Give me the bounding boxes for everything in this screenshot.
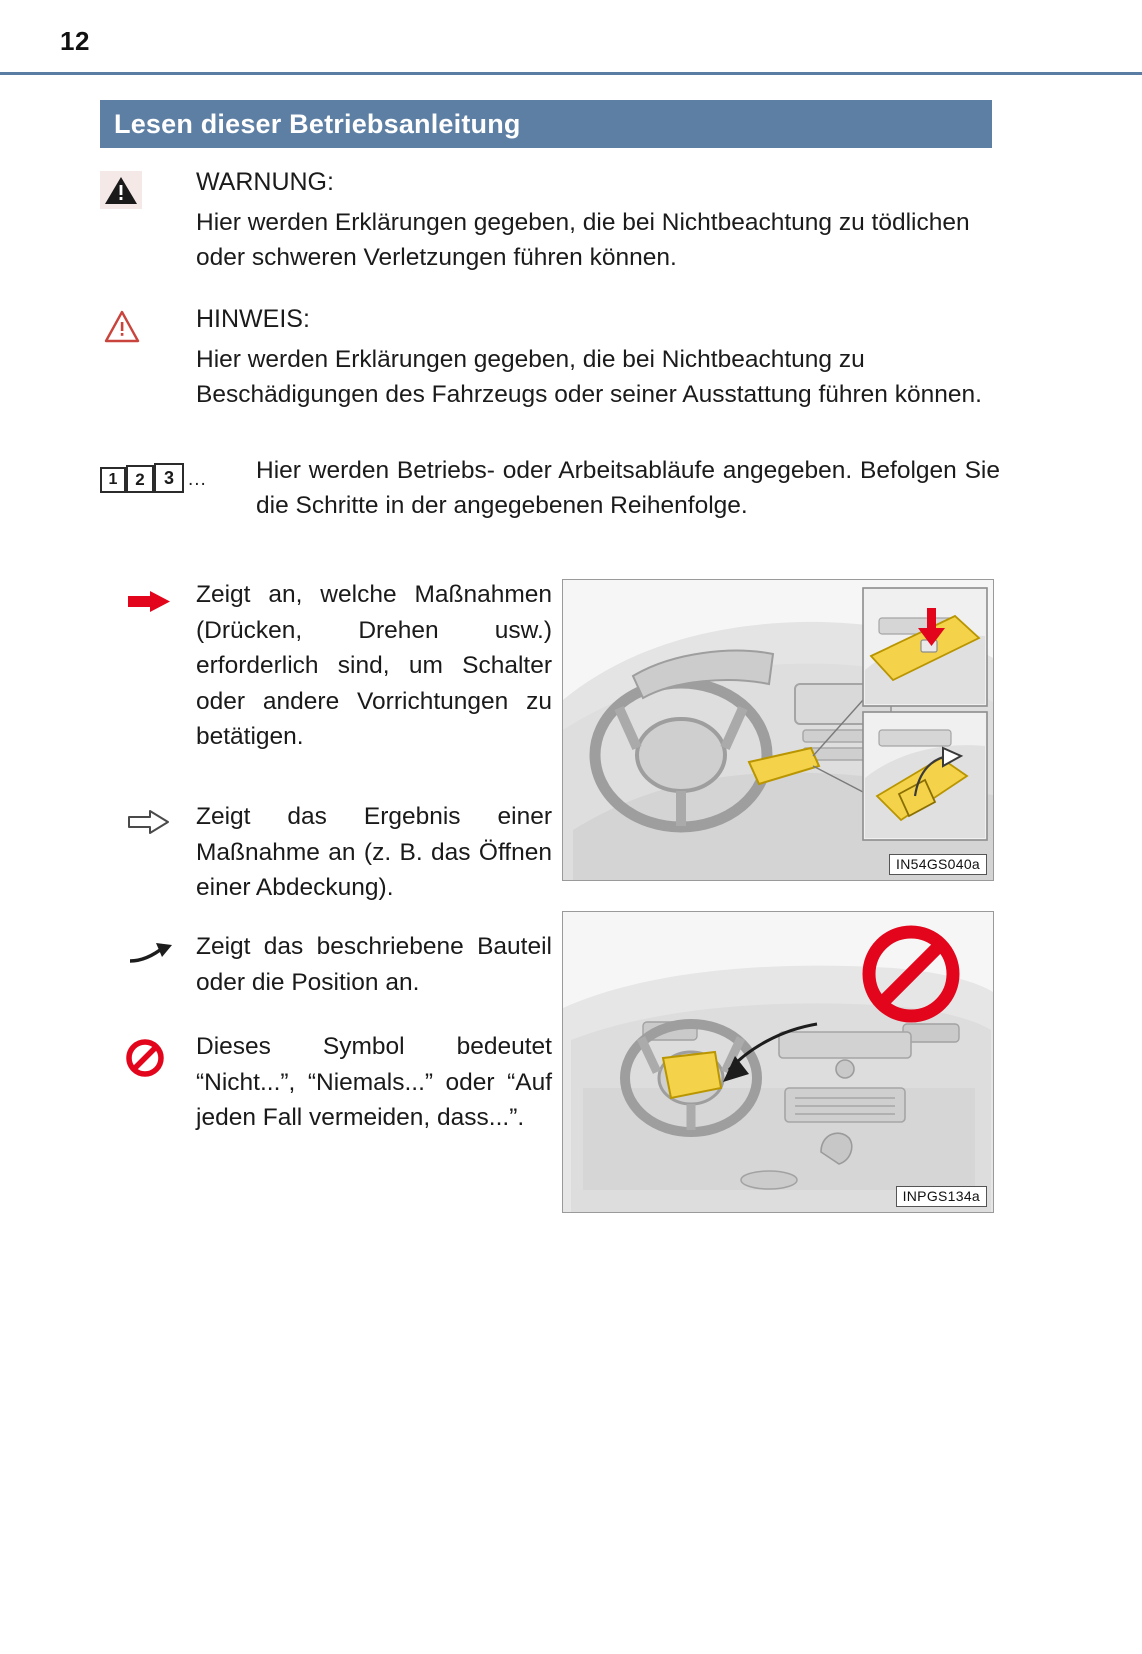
warning-text: Hier werden Erklärungen gegeben, die bei Nichtbeachtung zu tödlichen oder schweren Verletzungen führen können.: [196, 208, 970, 271]
warning-heading: WARNUNG:: [196, 168, 334, 196]
red-solid-arrow-icon: [128, 600, 170, 617]
content-area: [100, 165, 1000, 1257]
notice-text-cell: [196, 302, 1000, 412]
figures-region: [100, 577, 1000, 1257]
warning-block: [100, 165, 1000, 280]
step-box-2: 2: [126, 465, 154, 493]
figure-interior-console: [562, 579, 994, 881]
header-divider: [0, 72, 1142, 75]
black-curved-arrow-icon: [128, 954, 174, 971]
prohibition-icon-cell: [124, 1037, 190, 1084]
caution-triangle-outline-icon: [104, 310, 144, 348]
section-title-bar: [100, 100, 992, 148]
steps-ellipsis: ...: [188, 469, 207, 490]
step-box-3: 3: [154, 463, 184, 493]
figure-code-upper: IN54GS040a: [889, 854, 987, 875]
page-number: 12: [60, 26, 90, 56]
component-text: Zeigt das beschriebene Bauteil oder die Position an.: [196, 933, 552, 996]
warning-text-cell: [196, 165, 1000, 275]
numbered-steps-icon: [100, 463, 230, 493]
prohibition-circle-icon: [124, 1066, 166, 1083]
action-icon-cell: [128, 589, 194, 618]
steps-block: [100, 453, 1000, 543]
warning-triangle-filled-icon: [100, 171, 142, 209]
steps-text-cell: [256, 453, 1000, 524]
warning-icon-cell: [100, 171, 166, 214]
figure-code-lower: INPGS134a: [896, 1186, 987, 1207]
component-block: [100, 929, 552, 1000]
prohibition-text: Dieses Symbol bedeutet “Nicht...”, “Niemals...” oder “Auf jeden Fall vermeiden, dass...”.: [196, 1033, 552, 1132]
page-title: Lesen dieser Betriebsanleitung: [114, 108, 521, 139]
steps-text: Hier werden Betriebs- oder Arbeitsabläufe angegeben. Befolgen Sie die Schritte in der angegebenen Reihenfolge.: [256, 457, 1000, 520]
action-block: [100, 577, 552, 755]
result-text: Zeigt das Ergebnis einer Maßnahme an (z. B. das Öffnen einer Abdeckung).: [196, 803, 552, 902]
result-block: [100, 799, 552, 906]
steps-icon-cell: [100, 463, 230, 493]
component-icon-cell: [128, 941, 194, 972]
step-box-1: 1: [100, 467, 126, 493]
action-text: Zeigt an, welche Maßnahmen (Drücken, Drehen usw.) erforderlich sind, um Schalter oder andere Vorrichtungen zu betätigen.: [196, 581, 552, 751]
notice-heading: HINWEIS:: [196, 305, 310, 333]
white-outline-arrow-icon: [128, 822, 170, 839]
notice-text: Hier werden Erklärungen gegeben, die bei Nichtbeachtung zu Beschädigungen des Fahrzeugs oder seiner Ausstattung führen können.: [196, 345, 982, 408]
figure-dashboard-prohibition: [562, 911, 994, 1213]
notice-icon-cell: [100, 310, 170, 348]
prohibition-block: [100, 1029, 552, 1136]
notice-block: [100, 302, 1000, 427]
result-icon-cell: [128, 809, 194, 840]
